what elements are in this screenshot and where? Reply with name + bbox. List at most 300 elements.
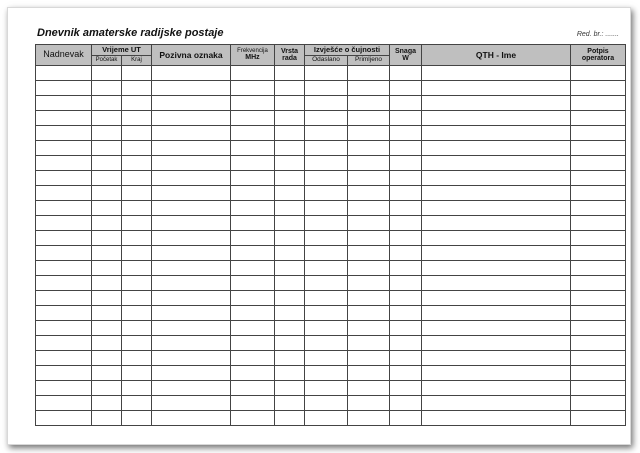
log-cell[interactable] [390, 171, 422, 186]
log-cell[interactable] [231, 141, 275, 156]
log-cell[interactable] [152, 336, 231, 351]
log-cell[interactable] [275, 201, 305, 216]
log-cell[interactable] [122, 111, 152, 126]
log-cell[interactable] [92, 246, 122, 261]
log-cell[interactable] [231, 396, 275, 411]
log-cell[interactable] [390, 411, 422, 426]
log-cell[interactable] [152, 381, 231, 396]
log-cell[interactable] [348, 246, 390, 261]
log-cell[interactable] [305, 231, 348, 246]
log-cell[interactable] [348, 141, 390, 156]
log-cell[interactable] [36, 411, 92, 426]
log-cell[interactable] [571, 216, 626, 231]
log-cell[interactable] [36, 321, 92, 336]
log-cell[interactable] [571, 171, 626, 186]
log-cell[interactable] [390, 336, 422, 351]
log-cell[interactable] [275, 276, 305, 291]
log-cell[interactable] [231, 186, 275, 201]
log-cell[interactable] [231, 381, 275, 396]
log-cell[interactable] [390, 261, 422, 276]
log-cell[interactable] [92, 141, 122, 156]
log-cell[interactable] [275, 111, 305, 126]
log-cell[interactable] [305, 111, 348, 126]
log-cell[interactable] [275, 306, 305, 321]
log-cell[interactable] [231, 321, 275, 336]
log-cell[interactable] [122, 126, 152, 141]
log-row [36, 171, 626, 186]
log-cell[interactable] [422, 201, 571, 216]
log-cell[interactable] [571, 126, 626, 141]
log-cell[interactable] [36, 66, 92, 81]
col-callsign: Pozivna oznaka [152, 45, 231, 66]
log-cell[interactable] [390, 291, 422, 306]
log-cell[interactable] [275, 321, 305, 336]
log-cell[interactable] [305, 216, 348, 231]
log-cell[interactable] [422, 126, 571, 141]
log-cell[interactable] [422, 306, 571, 321]
log-cell[interactable] [422, 351, 571, 366]
log-cell[interactable] [422, 291, 571, 306]
log-cell[interactable] [122, 261, 152, 276]
log-cell[interactable] [305, 186, 348, 201]
log-cell[interactable] [348, 186, 390, 201]
log-row [36, 201, 626, 216]
log-cell[interactable] [152, 141, 231, 156]
log-cell[interactable] [305, 291, 348, 306]
log-cell[interactable] [390, 201, 422, 216]
log-cell[interactable] [348, 96, 390, 111]
log-cell[interactable] [305, 381, 348, 396]
log-cell[interactable] [231, 201, 275, 216]
log-cell[interactable] [92, 111, 122, 126]
log-cell[interactable] [231, 291, 275, 306]
log-cell[interactable] [422, 216, 571, 231]
log-cell[interactable] [275, 216, 305, 231]
log-cell[interactable] [122, 396, 152, 411]
log-cell[interactable] [92, 306, 122, 321]
log-cell[interactable] [122, 411, 152, 426]
log-cell[interactable] [36, 171, 92, 186]
log-cell[interactable] [305, 366, 348, 381]
log-cell[interactable] [275, 171, 305, 186]
col-received: Primljeno [348, 56, 390, 66]
log-cell[interactable] [92, 216, 122, 231]
col-signature [571, 45, 626, 66]
log-cell[interactable] [422, 171, 571, 186]
log-cell[interactable] [122, 201, 152, 216]
log-cell[interactable] [390, 306, 422, 321]
log-cell[interactable] [305, 141, 348, 156]
log-cell[interactable] [305, 276, 348, 291]
col-time-ut: Vrijeme UT [92, 45, 152, 56]
log-cell[interactable] [275, 126, 305, 141]
log-cell[interactable] [305, 96, 348, 111]
log-cell[interactable] [152, 261, 231, 276]
log-cell[interactable] [571, 111, 626, 126]
log-cell[interactable] [122, 186, 152, 201]
log-cell[interactable] [275, 141, 305, 156]
log-cell[interactable] [152, 111, 231, 126]
log-cell[interactable] [36, 261, 92, 276]
log-cell[interactable] [152, 81, 231, 96]
log-cell[interactable] [231, 156, 275, 171]
log-cell[interactable] [36, 381, 92, 396]
log-cell[interactable] [390, 321, 422, 336]
log-cell[interactable] [390, 351, 422, 366]
log-row [36, 381, 626, 396]
log-cell[interactable] [571, 336, 626, 351]
log-cell[interactable] [275, 96, 305, 111]
log-cell[interactable] [231, 276, 275, 291]
log-cell[interactable] [231, 336, 275, 351]
log-cell[interactable] [122, 96, 152, 111]
log-cell[interactable] [305, 81, 348, 96]
log-cell[interactable] [231, 261, 275, 276]
log-cell[interactable] [571, 291, 626, 306]
col-signature-label1: Potpis [587, 47, 609, 55]
log-cell[interactable] [152, 126, 231, 141]
log-cell[interactable] [571, 231, 626, 246]
log-cell[interactable] [422, 246, 571, 261]
log-cell[interactable] [152, 411, 231, 426]
log-cell[interactable] [571, 306, 626, 321]
log-cell[interactable] [36, 246, 92, 261]
log-cell[interactable] [231, 306, 275, 321]
log-cell[interactable] [275, 186, 305, 201]
col-sent: Odaslano [305, 56, 348, 66]
log-cell[interactable] [36, 396, 92, 411]
log-cell[interactable] [36, 126, 92, 141]
log-cell[interactable] [390, 276, 422, 291]
log-cell[interactable] [422, 396, 571, 411]
log-row [36, 261, 626, 276]
log-cell[interactable] [152, 186, 231, 201]
log-cell[interactable] [571, 321, 626, 336]
log-cell[interactable] [305, 306, 348, 321]
log-cell[interactable] [152, 246, 231, 261]
log-cell[interactable] [571, 276, 626, 291]
log-cell[interactable] [122, 231, 152, 246]
log-cell[interactable] [571, 96, 626, 111]
log-cell[interactable] [305, 261, 348, 276]
log-cell[interactable] [348, 81, 390, 96]
log-cell[interactable] [231, 96, 275, 111]
log-cell[interactable] [305, 396, 348, 411]
log-cell[interactable] [122, 66, 152, 81]
log-cell[interactable] [571, 396, 626, 411]
log-cell[interactable] [305, 126, 348, 141]
log-cell[interactable] [390, 111, 422, 126]
log-cell[interactable] [422, 156, 571, 171]
log-cell[interactable] [152, 396, 231, 411]
log-cell[interactable] [92, 276, 122, 291]
log-row [36, 366, 626, 381]
log-cell[interactable] [571, 81, 626, 96]
log-cell[interactable] [92, 261, 122, 276]
log-cell[interactable] [231, 171, 275, 186]
log-cell[interactable] [122, 291, 152, 306]
log-row [36, 216, 626, 231]
log-table [35, 44, 626, 426]
log-cell[interactable] [305, 321, 348, 336]
log-cell[interactable] [92, 81, 122, 96]
log-cell[interactable] [152, 216, 231, 231]
log-cell[interactable] [571, 351, 626, 366]
log-cell[interactable] [571, 246, 626, 261]
log-cell[interactable] [571, 201, 626, 216]
log-row [36, 396, 626, 411]
log-cell[interactable] [348, 261, 390, 276]
log-cell[interactable] [305, 246, 348, 261]
log-cell[interactable] [122, 141, 152, 156]
log-cell[interactable] [571, 66, 626, 81]
log-cell[interactable] [152, 276, 231, 291]
log-cell[interactable] [275, 351, 305, 366]
log-cell[interactable] [152, 171, 231, 186]
log-cell[interactable] [92, 186, 122, 201]
log-cell[interactable] [152, 366, 231, 381]
log-cell[interactable] [122, 321, 152, 336]
log-cell[interactable] [231, 66, 275, 81]
log-cell[interactable] [231, 81, 275, 96]
log-cell[interactable] [231, 351, 275, 366]
log-cell[interactable] [152, 291, 231, 306]
log-cell[interactable] [36, 231, 92, 246]
log-cell[interactable] [275, 396, 305, 411]
log-cell[interactable] [348, 216, 390, 231]
log-cell[interactable] [122, 81, 152, 96]
log-cell[interactable] [275, 246, 305, 261]
log-cell[interactable] [390, 186, 422, 201]
col-power-unit: W [402, 55, 409, 62]
log-row [36, 306, 626, 321]
log-cell[interactable] [36, 216, 92, 231]
log-cell[interactable] [36, 81, 92, 96]
log-cell[interactable] [152, 201, 231, 216]
register-number: Red. br.: ....... [576, 31, 619, 38]
log-cell[interactable] [92, 201, 122, 216]
log-cell[interactable] [231, 231, 275, 246]
log-cell[interactable] [122, 216, 152, 231]
log-cell[interactable] [92, 381, 122, 396]
log-cell[interactable] [348, 291, 390, 306]
log-cell[interactable] [231, 216, 275, 231]
col-mode [275, 45, 305, 66]
log-cell[interactable] [92, 231, 122, 246]
log-cell[interactable] [390, 396, 422, 411]
log-cell[interactable] [92, 291, 122, 306]
log-cell[interactable] [348, 111, 390, 126]
log-cell[interactable] [348, 396, 390, 411]
log-row [36, 96, 626, 111]
log-cell[interactable] [92, 396, 122, 411]
log-cell[interactable] [422, 186, 571, 201]
log-cell[interactable] [305, 336, 348, 351]
log-cell[interactable] [348, 66, 390, 81]
log-cell[interactable] [305, 351, 348, 366]
log-cell[interactable] [275, 291, 305, 306]
log-cell[interactable] [571, 411, 626, 426]
log-cell[interactable] [305, 411, 348, 426]
log-cell[interactable] [571, 381, 626, 396]
col-frequency [231, 45, 275, 66]
log-cell[interactable] [348, 321, 390, 336]
log-cell[interactable] [36, 366, 92, 381]
log-cell[interactable] [571, 366, 626, 381]
log-cell[interactable] [152, 231, 231, 246]
log-cell[interactable] [390, 66, 422, 81]
log-row [36, 411, 626, 426]
log-cell[interactable] [92, 411, 122, 426]
log-cell[interactable] [422, 66, 571, 81]
col-power [390, 45, 422, 66]
log-cell[interactable] [571, 156, 626, 171]
log-cell[interactable] [422, 411, 571, 426]
log-cell[interactable] [390, 126, 422, 141]
log-cell[interactable] [422, 276, 571, 291]
log-cell[interactable] [305, 201, 348, 216]
log-cell[interactable] [275, 411, 305, 426]
log-cell[interactable] [36, 141, 92, 156]
log-cell[interactable] [275, 81, 305, 96]
col-time-start: Početak [92, 56, 122, 66]
log-cell[interactable] [390, 366, 422, 381]
log-cell[interactable] [92, 351, 122, 366]
log-cell[interactable] [92, 171, 122, 186]
col-date: Nadnevak [36, 45, 92, 66]
log-cell[interactable] [348, 366, 390, 381]
log-row [36, 66, 626, 81]
log-cell[interactable] [152, 306, 231, 321]
log-cell[interactable] [348, 381, 390, 396]
log-cell[interactable] [36, 306, 92, 321]
log-cell[interactable] [36, 336, 92, 351]
log-cell[interactable] [92, 321, 122, 336]
log-cell[interactable] [231, 411, 275, 426]
log-cell[interactable] [275, 366, 305, 381]
log-cell[interactable] [348, 126, 390, 141]
log-cell[interactable] [348, 156, 390, 171]
log-cell[interactable] [571, 261, 626, 276]
log-cell[interactable] [152, 321, 231, 336]
log-cell[interactable] [122, 366, 152, 381]
log-cell[interactable] [36, 156, 92, 171]
log-cell[interactable] [122, 246, 152, 261]
log-cell[interactable] [422, 381, 571, 396]
log-cell[interactable] [36, 111, 92, 126]
log-cell[interactable] [36, 186, 92, 201]
log-row [36, 336, 626, 351]
log-cell[interactable] [571, 141, 626, 156]
log-cell[interactable] [152, 351, 231, 366]
log-cell[interactable] [152, 156, 231, 171]
log-cell[interactable] [92, 336, 122, 351]
log-row [36, 111, 626, 126]
log-row [36, 291, 626, 306]
log-cell[interactable] [305, 156, 348, 171]
log-cell[interactable] [122, 156, 152, 171]
log-cell[interactable] [390, 216, 422, 231]
log-cell[interactable] [422, 366, 571, 381]
log-cell[interactable] [92, 366, 122, 381]
log-cell[interactable] [36, 96, 92, 111]
log-cell[interactable] [275, 231, 305, 246]
log-cell[interactable] [152, 66, 231, 81]
log-cell[interactable] [422, 231, 571, 246]
log-cell[interactable] [390, 141, 422, 156]
log-cell[interactable] [390, 231, 422, 246]
log-cell[interactable] [390, 81, 422, 96]
log-cell[interactable] [231, 366, 275, 381]
log-cell[interactable] [122, 171, 152, 186]
log-cell[interactable] [275, 261, 305, 276]
log-cell[interactable] [348, 351, 390, 366]
log-cell[interactable] [92, 156, 122, 171]
log-cell[interactable] [390, 381, 422, 396]
log-cell[interactable] [36, 201, 92, 216]
log-cell[interactable] [348, 171, 390, 186]
log-cell[interactable] [122, 381, 152, 396]
log-cell[interactable] [422, 336, 571, 351]
log-cell[interactable] [36, 351, 92, 366]
log-cell[interactable] [348, 276, 390, 291]
col-power-label: Snaga [394, 47, 416, 55]
log-cell[interactable] [305, 171, 348, 186]
log-cell[interactable] [422, 96, 571, 111]
log-cell[interactable] [390, 156, 422, 171]
log-rows [36, 66, 626, 426]
log-cell[interactable] [122, 276, 152, 291]
col-signature-label2: operatora [581, 55, 615, 62]
col-time-end: Kraj [122, 56, 152, 66]
log-cell[interactable] [348, 411, 390, 426]
col-mode-label2: rada [282, 55, 297, 62]
log-cell[interactable] [422, 81, 571, 96]
log-cell[interactable] [348, 306, 390, 321]
log-cell[interactable] [275, 381, 305, 396]
log-cell[interactable] [275, 66, 305, 81]
log-cell[interactable] [122, 336, 152, 351]
log-cell[interactable] [305, 66, 348, 81]
log-row [36, 351, 626, 366]
log-cell[interactable] [422, 321, 571, 336]
col-mode-label1: Vrsta [280, 47, 299, 55]
log-cell[interactable] [390, 96, 422, 111]
log-cell[interactable] [422, 111, 571, 126]
log-cell[interactable] [422, 261, 571, 276]
log-cell[interactable] [36, 276, 92, 291]
log-cell[interactable] [348, 231, 390, 246]
log-cell[interactable] [390, 246, 422, 261]
log-cell[interactable] [231, 126, 275, 141]
log-cell[interactable] [92, 66, 122, 81]
log-cell[interactable] [36, 291, 92, 306]
log-cell[interactable] [231, 246, 275, 261]
log-cell[interactable] [275, 336, 305, 351]
log-cell[interactable] [571, 186, 626, 201]
log-cell[interactable] [275, 156, 305, 171]
log-cell[interactable] [348, 336, 390, 351]
log-cell[interactable] [122, 306, 152, 321]
log-cell[interactable] [422, 141, 571, 156]
log-cell[interactable] [152, 96, 231, 111]
log-cell[interactable] [92, 126, 122, 141]
col-frequency-unit: MHz [245, 54, 260, 62]
log-cell[interactable] [122, 351, 152, 366]
log-cell[interactable] [348, 201, 390, 216]
log-cell[interactable] [231, 111, 275, 126]
log-cell[interactable] [92, 96, 122, 111]
